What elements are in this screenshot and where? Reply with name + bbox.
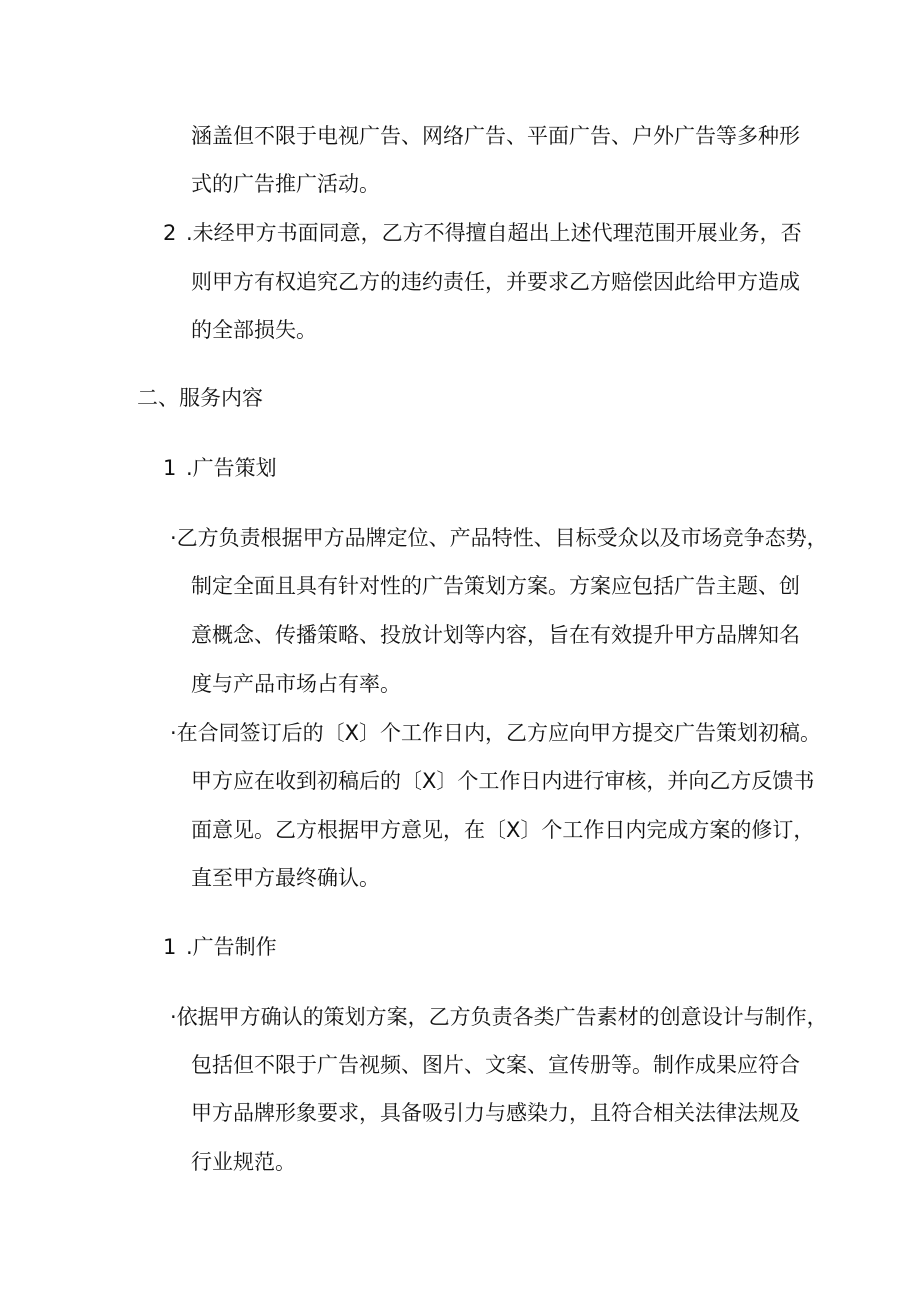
paragraph-line: 则甲方有权追究乙方的违约责任，并要求乙方赔偿因此给甲方造成 [191, 270, 800, 294]
bullet-paragraph-line: ·乙方负责根据甲方品牌定位、产品特性、目标受众以及市场竞争态势， [170, 526, 828, 550]
paragraph-line: 式的广告推广活动。 [191, 172, 380, 196]
paragraph-line: 直至甲方最终确认。 [191, 866, 380, 890]
subsection-title: .广告制作 [186, 935, 277, 959]
bullet-paragraph-line: ·依据甲方确认的策划方案，乙方负责各类广告素材的创意设计与制作， [170, 1005, 828, 1029]
paragraph-line: 涵盖但不限于电视广告、网络广告、平面广告、户外广告等多种形 [191, 124, 800, 148]
paragraph-line: 制定全面且具有针对性的广告策划方案。方案应包括广告主题、创 [191, 574, 800, 598]
subsection-number: 1 [163, 456, 177, 480]
paragraph-line: 面意见。乙方根据甲方意见，在〔X〕个工作日内完成方案的修订， [191, 818, 815, 842]
paragraph-line: .未经甲方书面同意，乙方不得擅自超出上述代理范围开展业务，否 [186, 221, 802, 245]
paragraph-line: 意概念、传播策略、投放计划等内容，旨在有效提升甲方品牌知名 [191, 623, 800, 647]
subsection-number: 1 [163, 935, 177, 959]
section-heading: 二、服务内容 [137, 386, 263, 410]
paragraph-line: 甲方应在收到初稿后的〔X〕个工作日内进行审核，并向乙方反馈书 [191, 769, 815, 793]
subsection-title: .广告策划 [186, 456, 277, 480]
bullet-paragraph-line: ·在合同签订后的〔X〕个工作日内，乙方应向甲方提交广告策划初稿。 [170, 721, 822, 745]
paragraph-line: 的全部损失。 [191, 318, 317, 342]
paragraph-line: 包括但不限于广告视频、图片、文案、宣传册等。制作成果应符合 [191, 1053, 800, 1077]
paragraph-line: 度与产品市场占有率。 [191, 672, 401, 696]
paragraph-line: 甲方品牌形象要求，具备吸引力与感染力，且符合相关法律法规及 [191, 1101, 800, 1125]
clause-number: 2 [163, 221, 177, 245]
paragraph-line: 行业规范。 [191, 1150, 296, 1174]
